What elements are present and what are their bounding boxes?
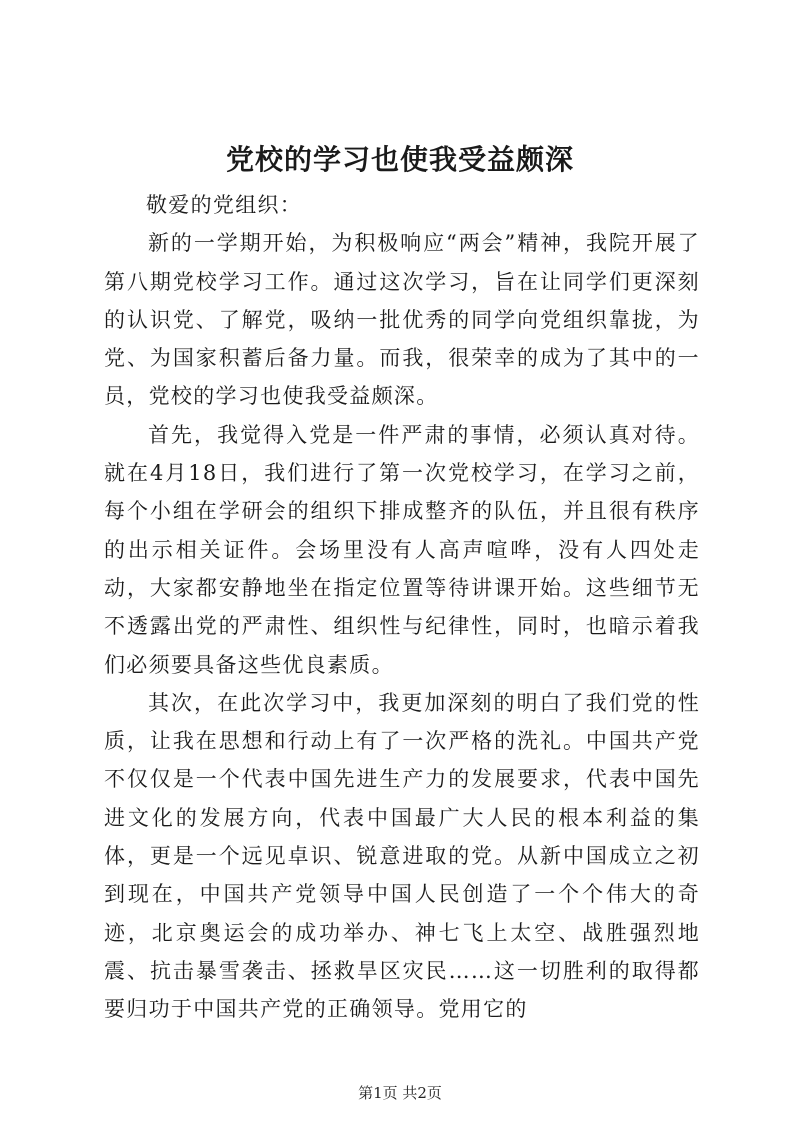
page-footer: 第1页 共2页 xyxy=(358,1084,442,1102)
document-body xyxy=(104,186,700,1029)
paragraph-3: 其次，在此次学习中，我更加深刻的明白了我们党的性质，让我在思想和行动上有了一次严格的洗礼。中国共产党不仅仅是一个代表中国先进生产力的发展要求，代表中国先进文化的发展方向，代表中国最广大人民的根本利益的集体，更是一个远见卓识、锐意进取的党。从新中国成立之初到现在，中国共产党领导中国人民创造了一个个伟大的奇迹，北京奥运会的成功举办、神七飞上太空、战胜强烈地震、抗击暴雪袭击、拯救旱区灾民……这一切胜利的取得都要归功于中国共产党的正确领导。党用它的 xyxy=(104,690,700,1022)
paragraph-2: 首先，我觉得入党是一件严肃的事情，必须认真对待。就在4月18日，我们进行了第一次党校学习，在学习之前，每个小组在学研会的组织下排成整齐的队伍，并且很有秩序的出示相关证件。会场里没有人高声喧哗，没有人四处走动，大家都安静地坐在指定位置等待讲课开始。这些细节无不透露出党的严肃性、组织性与纪律性，同时，也暗示着我们必须要具备这些优良素质。 xyxy=(104,422,700,677)
document-title: 党校的学习也使我受益颇深 xyxy=(225,143,574,176)
salutation: 敬爱的党组织： xyxy=(146,193,303,217)
paragraph-1: 新的一学期开始，为积极响应“两会”精神，我院开展了第八期党校学习工作。通过这次学习，旨在让同学们更深刻的认识党、了解党，吸纳一批优秀的同学向党组织靠拢，为党、为国家积蓄后备力量。而我，很荣幸的成为了其中的一员，党校的学习也使我受益颇深。 xyxy=(104,231,700,409)
